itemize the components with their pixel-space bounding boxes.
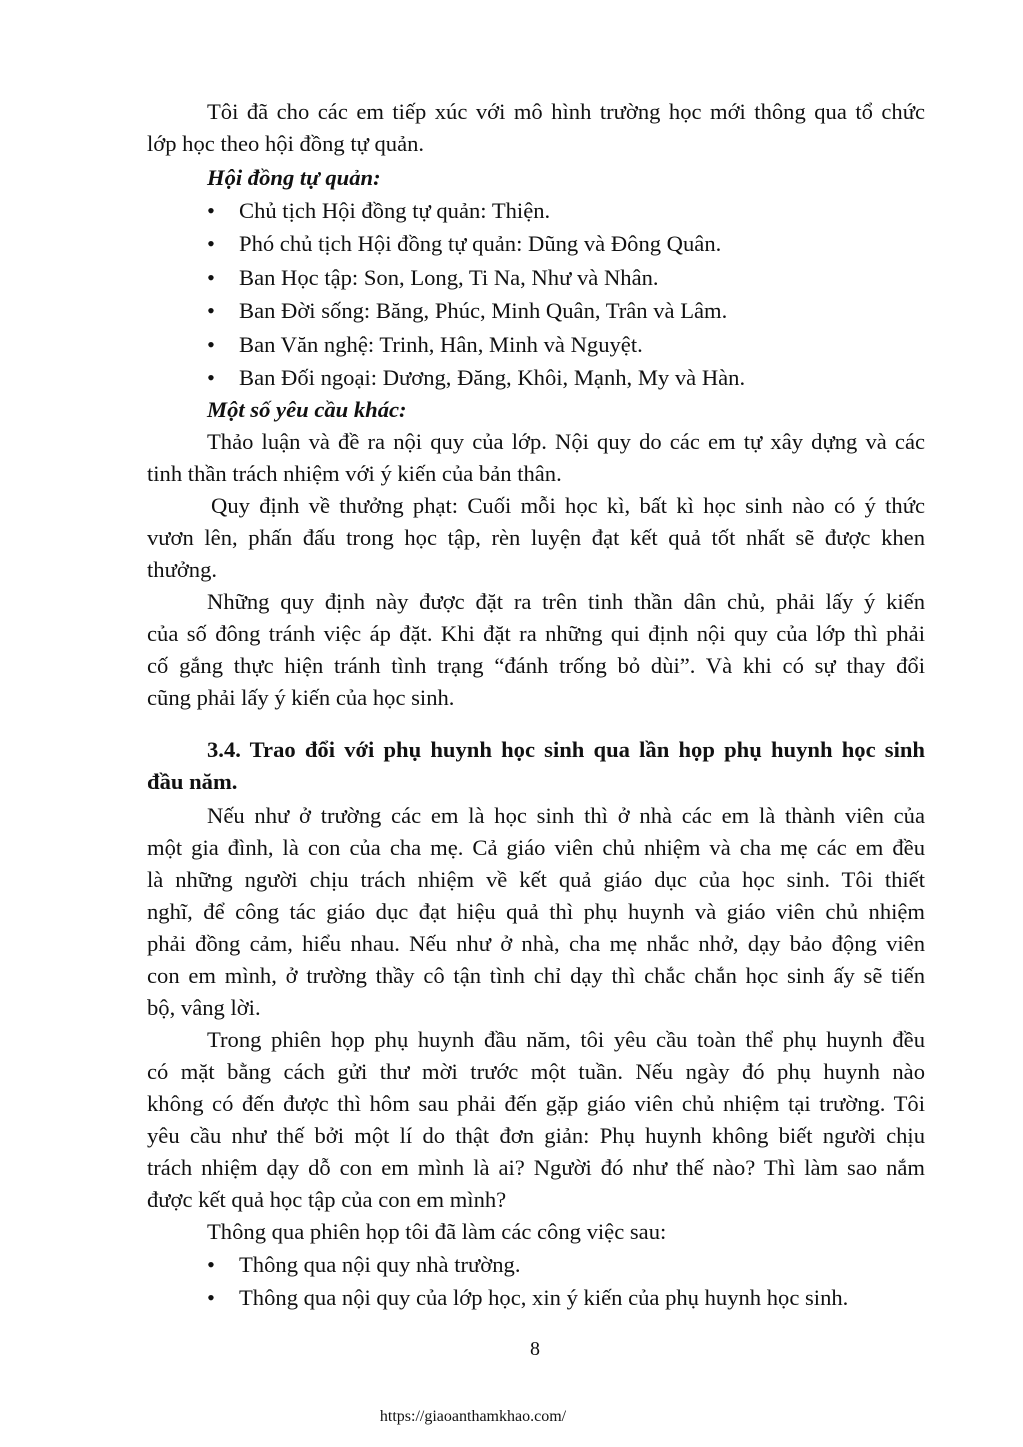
para3-line-2: vươn lên, phấn đấu trong học tập, rèn luyện đạt kết quả tốt nhất sẽ được khen — [147, 525, 925, 550]
bullet-icon: • — [207, 1252, 215, 1277]
bullet-icon: • — [207, 198, 215, 223]
footer-url[interactable]: https://giaoanthamkhao.com/ — [379, 1408, 567, 1425]
section-heading-line-1: 3.4. Trao đổi với phụ huynh học sinh qua lần họp phụ huynh học sinh — [207, 737, 925, 762]
para2-line-2: tinh thần trách nhiệm với ý kiến của bản thân. — [147, 461, 562, 486]
other-requirements-heading: Một số yêu cầu khác: — [207, 397, 407, 422]
para5-line-7: bộ, vâng lời. — [147, 995, 261, 1020]
para5-line-3: là những người chịu trách nhiệm về kết quả giáo dục của học sinh. Tôi thiết — [147, 867, 925, 892]
para5-line-6: con em mình, ở trường thầy cô tận tình chỉ dạy thì chắc chắn học sinh ấy sẽ tiến — [147, 963, 925, 988]
bullet-icon: • — [207, 231, 215, 256]
para4-line-4: cũng phải lấy ý kiến của học sinh. — [147, 685, 455, 710]
bullet-icon: • — [207, 365, 215, 390]
council-heading: Hội đồng tự quản: — [207, 165, 381, 190]
council-item: Ban Học tập: Son, Long, Ti Na, Như và Nhân. — [239, 265, 659, 290]
para6-line-1: Trong phiên họp phụ huynh đầu năm, tôi yêu cầu toàn thể phụ huynh đều — [207, 1027, 925, 1052]
para5-line-1: Nếu như ở trường các em là học sinh thì ở nhà các em là thành viên của — [207, 803, 925, 828]
para6-line-6: được kết quả học tập của con em mình? — [147, 1187, 507, 1212]
para3-line-3: thưởng. — [147, 557, 218, 582]
task-item: Thông qua nội quy nhà trường. — [239, 1252, 521, 1277]
para3-line-1: Quy định về thưởng phạt: Cuối mỗi học kì, bất kì học sinh nào có ý thức — [211, 493, 925, 518]
para4-line-1: Những quy định này được đặt ra trên tinh thần dân chủ, phải lấy ý kiến — [207, 589, 925, 614]
para6-line-5: trách nhiệm dạy dỗ con em mình là ai? Người đó như thế nào? Thì làm sao nắm — [147, 1155, 925, 1180]
bullet-icon: • — [207, 265, 215, 290]
page-number: 8 — [530, 1338, 540, 1360]
council-item: Ban Đời sống: Băng, Phúc, Minh Quân, Trân và Lâm. — [239, 298, 728, 323]
bullet-icon: • — [207, 298, 215, 323]
bullet-icon: • — [207, 332, 215, 357]
para7: Thông qua phiên họp tôi đã làm các công việc sau: — [207, 1219, 667, 1244]
council-item: Ban Đối ngoại: Dương, Đăng, Khôi, Mạnh, My và Hàn. — [239, 365, 746, 390]
para6-line-2: có mặt bằng cách gửi thư mời trước một tuần. Nếu ngày đó phụ huynh nào — [147, 1059, 925, 1084]
para2-line-1: Thảo luận và đề ra nội quy của lớp. Nội quy do các em tự xây dựng và các — [207, 429, 925, 454]
council-item: Ban Văn nghệ: Trinh, Hân, Minh và Nguyệt. — [239, 332, 643, 357]
para1-line-2: lớp học theo hội đồng tự quản. — [147, 131, 425, 156]
para4-line-3: cố gắng thực hiện tránh tình trạng “đánh trống bỏ dùi”. Và khi có sự thay đổi — [147, 653, 925, 678]
para6-line-3: không có đến được thì hôm sau phải đến gặp giáo viên chủ nhiệm tại trường. Tôi — [147, 1091, 925, 1116]
council-item: Chủ tịch Hội đồng tự quản: Thiện. — [239, 198, 551, 223]
task-item: Thông qua nội quy của lớp học, xin ý kiến của phụ huynh học sinh. — [239, 1285, 849, 1310]
para6-line-4: yêu cầu như thế bởi một lí do thật đơn giản: Phụ huynh không biết người chịu — [147, 1123, 925, 1148]
bullet-icon: • — [207, 1285, 215, 1310]
para4-line-2: của số đông tránh việc áp đặt. Khi đặt ra những qui định nội quy của lớp thì phải — [147, 621, 925, 646]
para5-line-2: một gia đình, là con của cha mẹ. Cả giáo viên chủ nhiệm và cha mẹ các em đều — [147, 835, 925, 860]
section-heading-line-2: đầu năm. — [147, 769, 238, 794]
para5-line-5: phải đồng cảm, hiểu nhau. Nếu như ở nhà, cha mẹ nhắc nhở, dạy bảo động viên — [147, 931, 925, 956]
para1-line-1: Tôi đã cho các em tiếp xúc với mô hình trường học mới thông qua tổ chức — [207, 99, 925, 124]
council-item: Phó chủ tịch Hội đồng tự quản: Dũng và Đông Quân. — [239, 231, 722, 256]
para5-line-4: nghĩ, để công tác giáo dục đạt hiệu quả thì phụ huynh và giáo viên chủ nhiệm — [147, 899, 925, 924]
